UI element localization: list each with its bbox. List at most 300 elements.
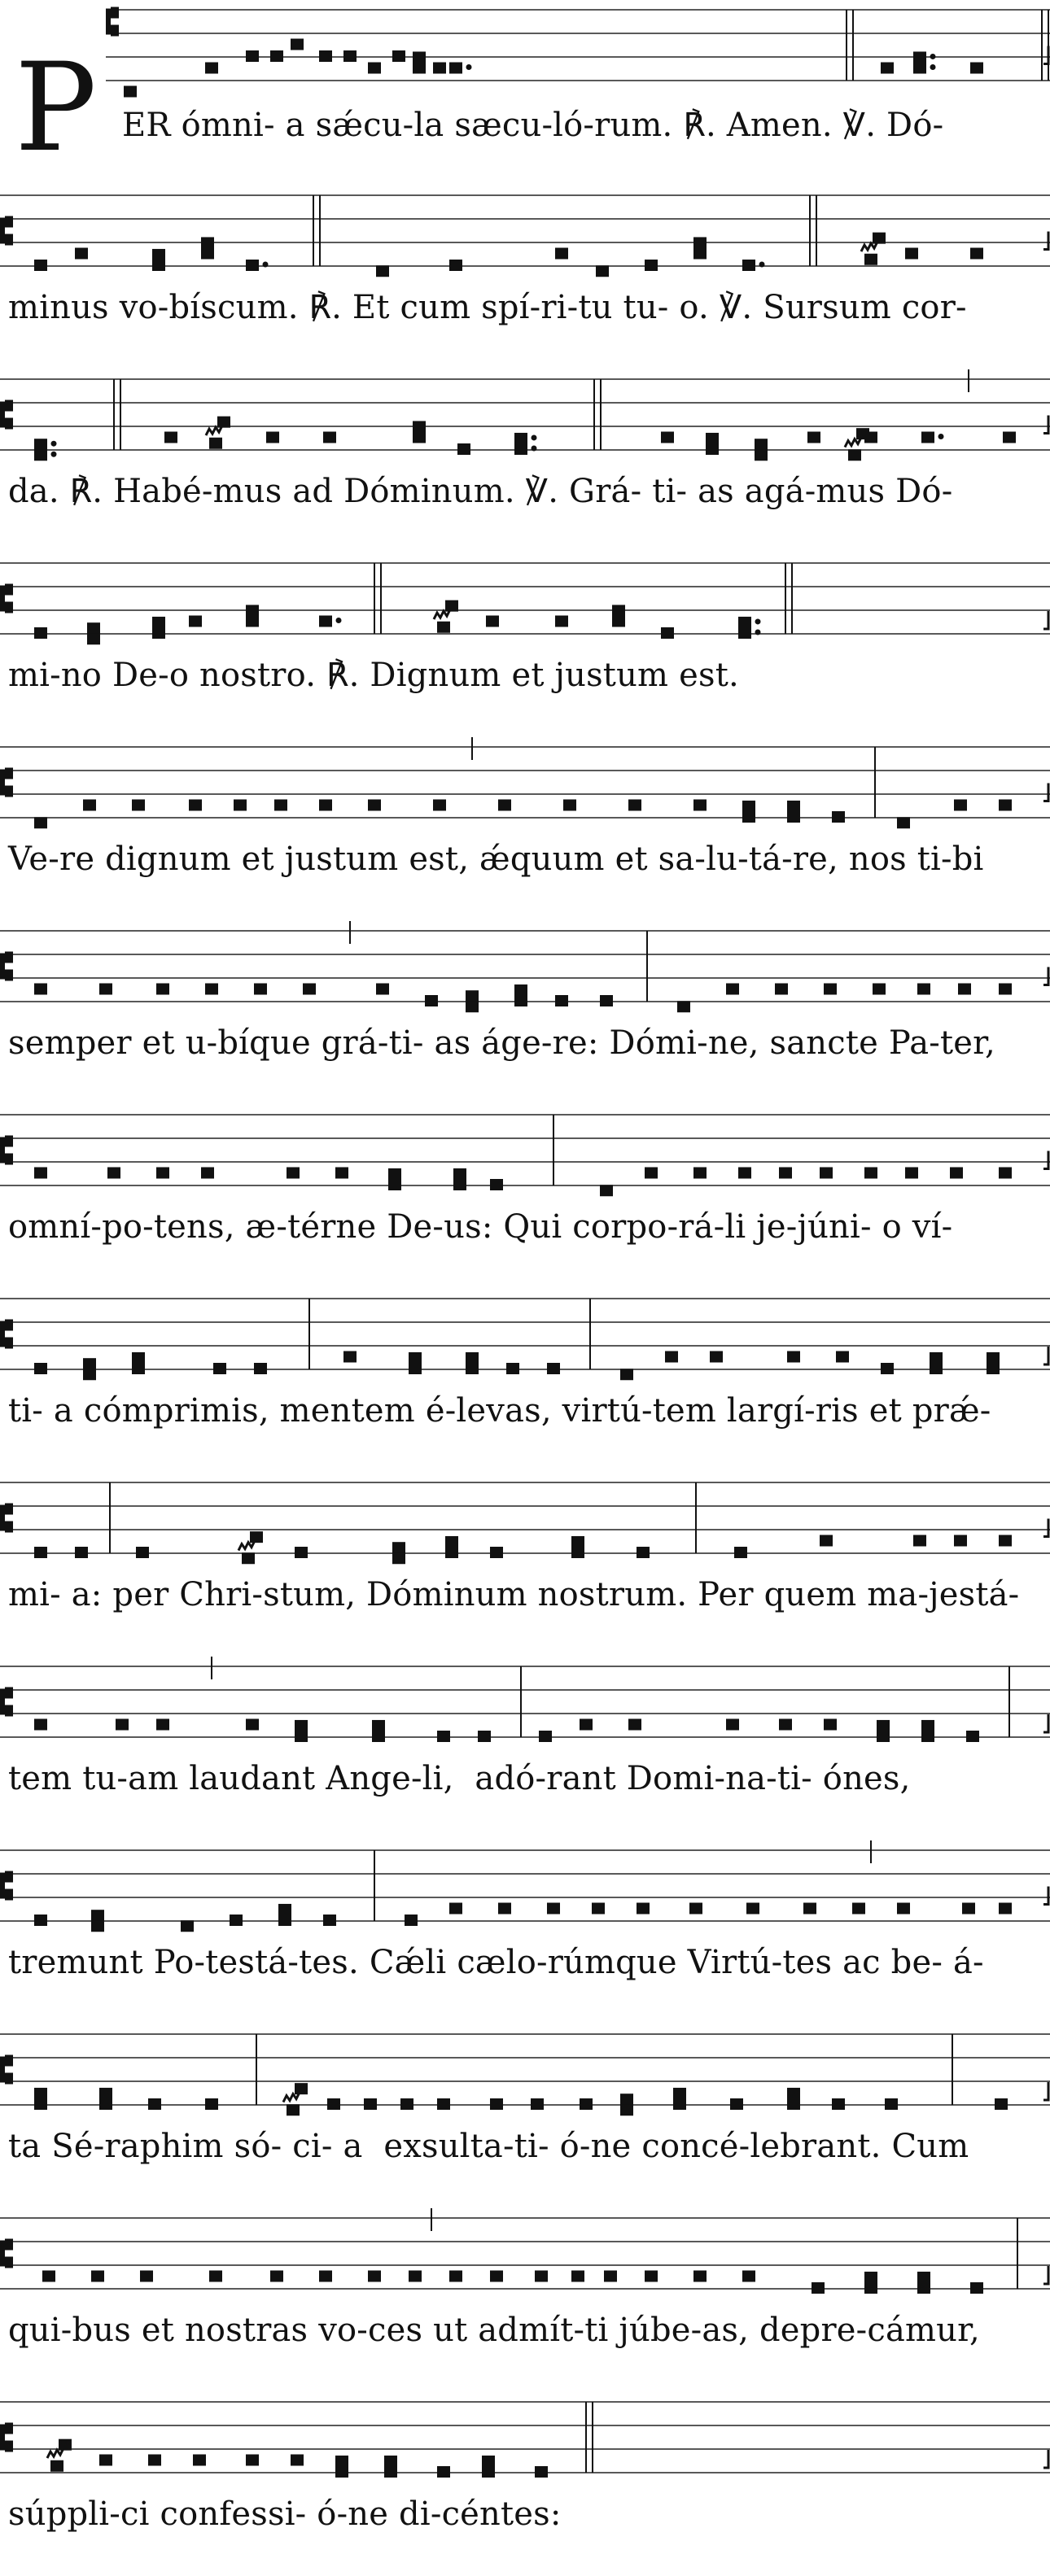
neume-icon xyxy=(372,1720,385,1731)
staff-10 xyxy=(0,1657,1050,1738)
neume-icon xyxy=(807,432,820,443)
mora-dot xyxy=(755,630,761,635)
neume-icon xyxy=(295,2083,308,2094)
neume-icon xyxy=(999,800,1012,811)
neume-icon xyxy=(547,1363,560,1374)
lyric-line-3: da. ℟. Habé-mus ad Dóminum. ℣. Grá- ti- as agá-mus Dó- xyxy=(8,473,953,510)
neume-icon xyxy=(392,50,405,62)
neume-icon xyxy=(673,2098,686,2110)
c-clef-icon xyxy=(0,584,13,613)
neume-icon xyxy=(787,2088,800,2099)
neume-icon xyxy=(498,800,511,811)
neume-icon xyxy=(425,995,438,1006)
neume-icon xyxy=(250,1531,263,1543)
neume-icon xyxy=(803,1903,816,1915)
neume-icon xyxy=(388,1168,401,1180)
neume-icon xyxy=(34,984,47,995)
neume-icon xyxy=(673,2088,686,2099)
neume-icon xyxy=(437,2098,450,2110)
neume-icon xyxy=(152,627,165,639)
neume-icon xyxy=(958,984,971,995)
neume-icon xyxy=(913,1535,926,1547)
staff-system-2 xyxy=(0,186,1050,369)
neume-icon xyxy=(209,438,222,449)
c-clef-icon xyxy=(0,400,13,430)
neume-icon xyxy=(409,1363,422,1374)
neume-icon xyxy=(848,449,861,461)
neume-icon xyxy=(897,817,910,828)
neume-icon xyxy=(437,1731,450,1742)
neume-icon xyxy=(864,1168,877,1179)
neume-icon xyxy=(343,1351,357,1363)
neume-icon xyxy=(535,2271,548,2282)
staff-system-1 xyxy=(0,0,1050,184)
neume-icon xyxy=(372,1731,385,1742)
neume-icon xyxy=(580,1719,593,1731)
neume-icon xyxy=(921,1731,934,1742)
neume-icon xyxy=(637,1903,650,1915)
neume-icon xyxy=(34,439,47,450)
neume-icon xyxy=(755,439,768,450)
neume-icon xyxy=(449,260,462,271)
neume-icon xyxy=(409,1352,422,1364)
neume-icon xyxy=(661,627,674,639)
neume-icon xyxy=(152,617,165,628)
neume-icon xyxy=(437,2466,450,2478)
neume-icon xyxy=(156,1719,169,1731)
lyric-line-4: mi-no De-o nostro. ℟. Dignum et justum est. xyxy=(8,657,739,694)
neume-icon xyxy=(99,2098,112,2110)
neume-icon xyxy=(295,1547,308,1558)
neume-icon xyxy=(466,1001,479,1012)
mora-dot xyxy=(532,446,537,452)
neume-icon xyxy=(877,1731,890,1742)
neume-icon xyxy=(836,1351,849,1363)
neume-icon xyxy=(343,50,357,62)
custos-icon xyxy=(1043,2450,1048,2468)
neume-icon xyxy=(295,1731,308,1742)
neume-icon xyxy=(148,2455,161,2466)
staff-9 xyxy=(0,1473,1050,1554)
neume-icon xyxy=(449,63,462,74)
mora-dot xyxy=(759,262,765,268)
neume-icon xyxy=(962,1903,975,1915)
neume-icon xyxy=(832,2098,845,2110)
staff-system-5 xyxy=(0,737,1050,921)
neume-icon xyxy=(59,2439,72,2451)
neume-icon xyxy=(742,811,755,823)
neume-icon xyxy=(628,800,641,811)
neume-icon xyxy=(246,260,259,271)
neume-icon xyxy=(730,2098,743,2110)
neume-icon xyxy=(400,2098,413,2110)
neume-icon xyxy=(864,2282,877,2294)
neume-icon xyxy=(148,2098,161,2110)
lyric-line-7: omní-po-tens, æ-térne De-us: Qui corpo-rá-li je-júni- o ví- xyxy=(8,1208,953,1246)
staff-system-14 xyxy=(0,2392,1050,2576)
neume-icon xyxy=(787,1351,800,1363)
neume-icon xyxy=(384,2456,397,2467)
neume-icon xyxy=(539,1731,552,1742)
neume-icon xyxy=(433,800,446,811)
neume-icon xyxy=(706,443,719,455)
staff-system-3 xyxy=(0,369,1050,553)
lyric-line-12: ta Sé-raphim só- ci- a exsulta-ti- ó-ne concé-lebrant. Cum xyxy=(8,2128,969,2165)
c-clef-icon xyxy=(0,2239,13,2268)
neume-icon xyxy=(478,1731,491,1742)
c-clef-icon xyxy=(0,2423,13,2452)
neume-icon xyxy=(230,1915,243,1926)
neume-icon xyxy=(600,1185,613,1196)
neume-icon xyxy=(335,2456,348,2467)
custos-icon xyxy=(1043,416,1048,434)
neume-icon xyxy=(970,248,983,260)
neume-icon xyxy=(779,1168,792,1179)
neume-icon xyxy=(779,1719,792,1731)
neume-icon xyxy=(156,1168,169,1179)
neume-icon xyxy=(738,1168,751,1179)
neume-icon xyxy=(930,1363,943,1374)
neume-icon xyxy=(234,800,247,811)
staff-system-7 xyxy=(0,1105,1050,1289)
neume-icon xyxy=(693,2271,707,2282)
neume-icon xyxy=(645,1168,658,1179)
neume-icon xyxy=(274,800,287,811)
neume-icon xyxy=(99,984,112,995)
neume-icon xyxy=(726,1719,739,1731)
staff-13 xyxy=(0,2208,1050,2290)
neume-icon xyxy=(514,985,527,996)
staff-system-10 xyxy=(0,1657,1050,1840)
lyric-line-9: mi- a: per Chri-stum, Dóminum nostrum. Per quem ma-jestá- xyxy=(8,1576,1020,1613)
neume-icon xyxy=(201,1168,214,1179)
neume-icon xyxy=(319,2271,332,2282)
neume-icon xyxy=(913,63,926,74)
neume-icon xyxy=(970,63,983,74)
neume-icon xyxy=(270,50,283,62)
neume-icon xyxy=(571,1547,584,1558)
staff-2 xyxy=(0,186,1050,267)
neume-icon xyxy=(246,616,259,627)
neume-icon xyxy=(693,800,707,811)
lyric-line-1: ER ómni- a sǽcu-la sæcu-ló-rum. ℟. Amen. ℣. Dó- xyxy=(122,107,944,144)
neume-icon xyxy=(413,421,426,432)
neume-icon xyxy=(742,2271,755,2282)
neume-icon xyxy=(181,1920,194,1932)
neume-icon xyxy=(645,2271,658,2282)
neume-icon xyxy=(1003,432,1016,443)
custos-icon xyxy=(1043,1887,1048,1905)
neume-icon xyxy=(189,616,202,627)
neume-icon xyxy=(775,984,788,995)
neume-icon xyxy=(746,1903,759,1915)
neume-icon xyxy=(738,627,751,639)
neume-icon xyxy=(270,2271,283,2282)
neume-icon xyxy=(677,1001,690,1012)
neume-icon xyxy=(734,1547,747,1558)
neume-icon xyxy=(242,1552,255,1564)
neume-icon xyxy=(466,1352,479,1364)
neume-icon xyxy=(755,449,768,461)
neume-icon xyxy=(999,984,1012,995)
neume-icon xyxy=(490,1179,503,1190)
neume-icon xyxy=(917,2272,930,2283)
custos-icon xyxy=(1043,46,1048,64)
c-clef-icon xyxy=(0,1504,13,1533)
neume-icon xyxy=(246,50,259,62)
neume-icon xyxy=(742,801,755,812)
c-clef-icon xyxy=(0,952,13,981)
neume-icon xyxy=(852,1903,865,1915)
neume-icon xyxy=(392,1542,405,1553)
c-clef-icon xyxy=(0,1687,13,1717)
neume-icon xyxy=(413,51,426,63)
mora-dot xyxy=(532,434,537,440)
custos-icon xyxy=(1043,2082,1048,2100)
neume-icon xyxy=(189,800,202,811)
mora-dot xyxy=(755,618,761,624)
lyric-line-11: tremunt Po-testá-tes. Cǽli cælo-rúmque Virtú-tes ac be- á- xyxy=(8,1944,984,1981)
neume-icon xyxy=(596,265,609,277)
neume-icon xyxy=(201,237,214,248)
neume-icon xyxy=(604,2271,617,2282)
neume-icon xyxy=(482,2456,495,2467)
custos-icon xyxy=(1043,967,1048,985)
neume-icon xyxy=(592,1903,605,1915)
neume-icon xyxy=(75,248,88,260)
staff-system-8 xyxy=(0,1289,1050,1473)
staff-system-13 xyxy=(0,2208,1050,2392)
neume-icon xyxy=(486,616,499,627)
staff-12 xyxy=(0,2024,1050,2106)
neume-icon xyxy=(820,1535,833,1547)
neume-icon xyxy=(580,2098,593,2110)
custos-icon xyxy=(1043,611,1048,629)
neume-icon xyxy=(34,1168,47,1179)
neume-icon xyxy=(645,260,658,271)
neume-icon xyxy=(661,432,674,443)
mora-dot xyxy=(51,452,57,457)
neume-icon xyxy=(213,1363,226,1374)
neume-icon xyxy=(291,39,304,50)
staff-system-9 xyxy=(0,1473,1050,1657)
lyric-line-10: tem tu-am laudant Ange-li, adó-rant Domi-na-ti- ónes, xyxy=(8,1760,911,1797)
neume-icon xyxy=(742,260,755,271)
staff-1 xyxy=(106,0,1050,81)
neume-icon xyxy=(921,432,934,443)
neume-icon xyxy=(99,2455,112,2466)
neume-icon xyxy=(726,984,739,995)
neume-icon xyxy=(34,449,47,461)
neume-icon xyxy=(205,63,218,74)
neume-icon xyxy=(812,2282,825,2294)
neume-icon xyxy=(466,990,479,1002)
neume-icon xyxy=(364,2098,377,2110)
neume-icon xyxy=(303,984,316,995)
neume-icon xyxy=(205,2098,218,2110)
neume-icon xyxy=(620,2094,633,2105)
neume-icon xyxy=(388,1179,401,1190)
neume-icon xyxy=(376,984,389,995)
neume-icon xyxy=(34,1547,47,1558)
neume-icon xyxy=(445,1536,458,1548)
neume-icon xyxy=(319,50,332,62)
custos-icon xyxy=(1043,1519,1048,1537)
lyric-line-5: Ve-re dignum et justum est, ǽquum et sa-lu-tá-re, nos ti-bi xyxy=(8,840,984,878)
neume-icon xyxy=(409,2271,422,2282)
neume-icon xyxy=(930,1352,943,1364)
neume-icon xyxy=(132,1363,145,1374)
neume-icon xyxy=(999,1535,1012,1547)
c-clef-icon xyxy=(0,768,13,797)
neume-icon xyxy=(91,1920,104,1932)
neume-icon xyxy=(490,2098,503,2110)
neume-icon xyxy=(563,800,576,811)
neume-icon xyxy=(864,2272,877,2283)
neume-icon xyxy=(392,1552,405,1564)
neume-icon xyxy=(457,443,470,455)
staff-5 xyxy=(0,737,1050,819)
neume-icon xyxy=(665,1351,678,1363)
neume-icon xyxy=(449,2271,462,2282)
neume-icon xyxy=(995,2098,1008,2110)
neume-icon xyxy=(637,1547,650,1558)
neume-icon xyxy=(136,1547,149,1558)
neume-icon xyxy=(897,1903,910,1915)
neume-icon xyxy=(295,1720,308,1731)
neume-icon xyxy=(873,233,886,244)
neume-icon xyxy=(531,2098,544,2110)
neume-icon xyxy=(291,2455,304,2466)
neume-icon xyxy=(201,248,214,260)
lyric-line-6: semper et u-bíque grá-ti- as áge-re: Dómi-ne, sancte Pa-ter, xyxy=(8,1024,995,1062)
staff-4 xyxy=(0,553,1050,635)
neume-icon xyxy=(453,1168,466,1180)
neume-icon xyxy=(34,817,47,828)
neume-icon xyxy=(490,2271,503,2282)
neume-icon xyxy=(535,2466,548,2478)
neume-icon xyxy=(921,1720,934,1731)
neume-icon xyxy=(905,248,918,260)
neume-icon xyxy=(881,1363,894,1374)
neume-icon xyxy=(368,63,381,74)
neume-icon xyxy=(323,1915,336,1926)
neume-icon xyxy=(466,1363,479,1374)
neume-icon xyxy=(266,432,279,443)
neume-icon xyxy=(999,1168,1012,1179)
staff-3 xyxy=(0,369,1050,451)
neume-icon xyxy=(368,2271,381,2282)
staff-system-12 xyxy=(0,2024,1050,2208)
neume-icon xyxy=(246,2455,259,2466)
neume-icon xyxy=(824,1719,837,1731)
neume-icon xyxy=(555,248,568,260)
neume-icon xyxy=(738,617,751,628)
neume-icon xyxy=(877,1720,890,1731)
neume-icon xyxy=(689,1903,702,1915)
neume-icon xyxy=(376,265,389,277)
neume-icon xyxy=(449,1903,462,1915)
neume-icon xyxy=(83,800,96,811)
neume-icon xyxy=(413,63,426,74)
neume-icon xyxy=(116,1719,129,1731)
neume-icon xyxy=(287,1168,300,1179)
neume-icon xyxy=(83,1369,96,1380)
neume-icon xyxy=(706,433,719,444)
mora-dot xyxy=(930,64,936,70)
neume-icon xyxy=(987,1363,1000,1374)
neume-icon xyxy=(453,1179,466,1190)
neume-icon xyxy=(547,1903,560,1915)
neume-icon xyxy=(34,260,47,271)
custos-icon xyxy=(1043,2266,1048,2284)
neume-icon xyxy=(152,249,165,260)
neume-icon xyxy=(506,1363,519,1374)
custos-icon xyxy=(1043,784,1048,801)
staff-14 xyxy=(0,2392,1050,2473)
c-clef-icon xyxy=(0,2055,13,2085)
neume-icon xyxy=(209,2271,222,2282)
neume-icon xyxy=(873,984,886,995)
lyric-line-14: súppli-ci confessi- ó-ne di-céntes: xyxy=(8,2495,562,2533)
neume-icon xyxy=(885,2098,898,2110)
neume-icon xyxy=(999,1903,1012,1915)
mora-dot xyxy=(263,262,269,268)
neume-icon xyxy=(335,2466,348,2478)
neume-icon xyxy=(87,622,100,634)
neume-icon xyxy=(384,2466,397,2478)
neume-icon xyxy=(555,616,568,627)
neume-icon xyxy=(966,1731,979,1742)
neume-icon xyxy=(335,1168,348,1179)
neume-icon xyxy=(287,2104,300,2115)
neume-icon xyxy=(91,2271,104,2282)
staff-system-11 xyxy=(0,1840,1050,2024)
neume-icon xyxy=(628,1719,641,1731)
neume-icon xyxy=(612,616,625,627)
neume-icon xyxy=(917,2282,930,2294)
neume-icon xyxy=(278,1904,291,1915)
neume-icon xyxy=(987,1352,1000,1364)
neume-icon xyxy=(152,260,165,271)
neume-icon xyxy=(246,1719,259,1731)
neume-icon xyxy=(42,2271,55,2282)
neume-icon xyxy=(91,1910,104,1921)
neume-icon xyxy=(34,2098,47,2110)
neume-icon xyxy=(954,1535,967,1547)
neume-icon xyxy=(83,1358,96,1369)
neume-icon xyxy=(75,1547,88,1558)
neume-icon xyxy=(433,63,446,74)
staff-7 xyxy=(0,1105,1050,1186)
c-clef-icon xyxy=(0,1136,13,1165)
custos-icon xyxy=(1043,1714,1048,1732)
c-clef-icon xyxy=(0,1320,13,1349)
neume-icon xyxy=(571,2271,584,2282)
neume-icon xyxy=(193,2455,206,2466)
neume-icon xyxy=(124,86,137,98)
neume-icon xyxy=(913,51,926,63)
c-clef-icon xyxy=(0,1871,13,1901)
neume-icon xyxy=(787,811,800,823)
neume-icon xyxy=(881,63,894,74)
neume-icon xyxy=(368,800,381,811)
custos-icon xyxy=(1043,232,1048,250)
neume-icon xyxy=(620,1369,633,1380)
mora-dot xyxy=(51,441,57,447)
neume-icon xyxy=(34,2088,47,2099)
custos-icon xyxy=(1043,1151,1048,1169)
